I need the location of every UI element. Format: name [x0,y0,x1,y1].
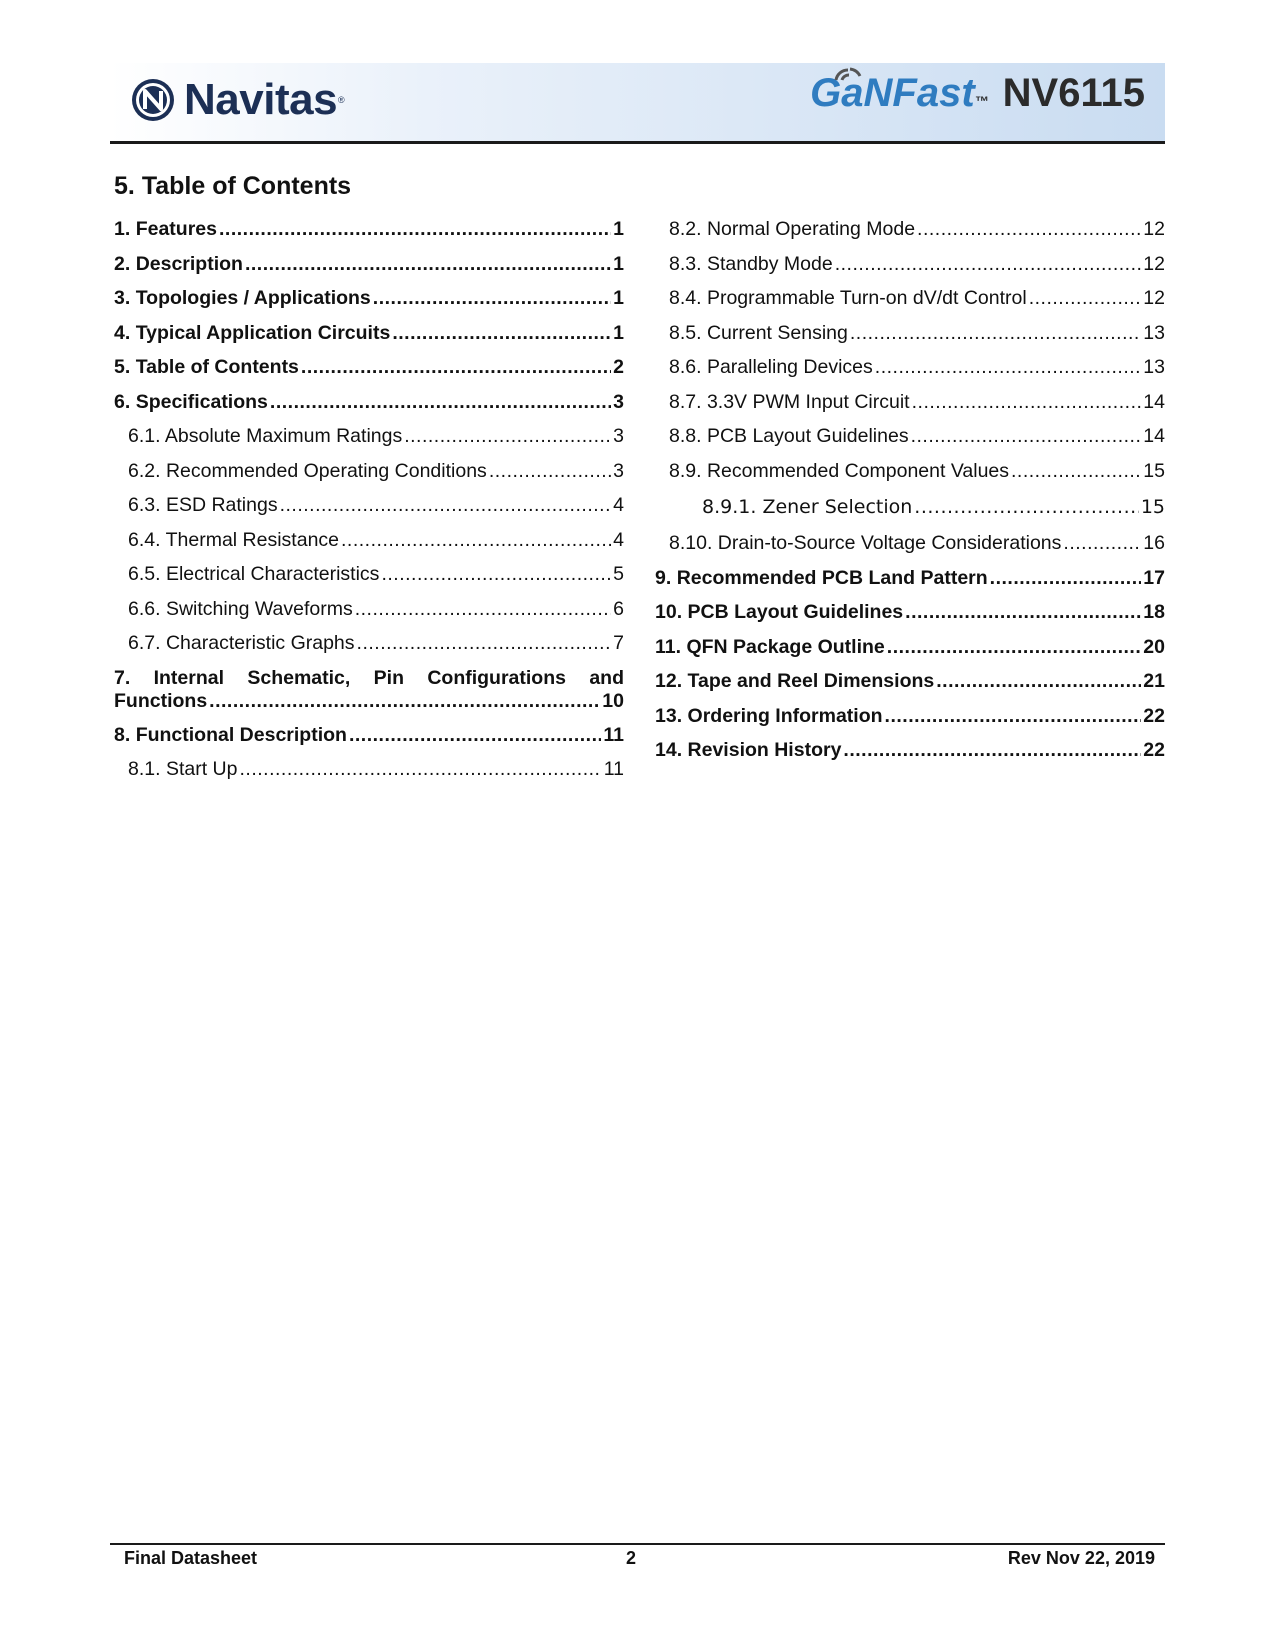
toc-entry-number: 6.4. [128,528,161,551]
toc-entry[interactable] [114,247,624,282]
toc-entry[interactable] [114,557,624,592]
toc-entry[interactable] [114,316,624,351]
toc-entry-number: 2. [114,252,131,275]
toc-entry-word: Schematic, [247,666,351,689]
toc-entry-page: 14 [1143,425,1165,447]
toc-entry-title: Description [135,252,243,275]
toc-entry-label [669,454,1009,489]
toc-entry-wrapped[interactable] [114,661,624,718]
toc-entry-label [655,664,934,699]
toc-entry-title: Programmable Turn-on dV/dt Control [706,287,1027,309]
toc-entry-title: Typical Application Circuits [135,321,391,344]
product-line-name [810,73,975,113]
toc-entry[interactable] [114,385,624,420]
toc-entry-title: Characteristic Graphs [165,632,355,654]
toc-entry-number: 8.2. [669,218,702,240]
toc-entry-number: 6.3. [128,494,161,516]
toc-entry[interactable] [114,523,624,558]
toc-leader-dots [990,561,1142,596]
toc-entry-title: Table of Contents [135,356,299,378]
toc-leader-dots [349,718,601,753]
toc-entry-label [655,699,883,734]
toc-entry-title: Normal Operating Mode [706,218,916,240]
toc-entry-label [669,385,910,420]
toc-entry-title: Recommended Operating Conditions [165,459,487,482]
toc-entry-page: 3 [613,425,624,447]
signal-arcs-icon [832,67,862,81]
toc-entry[interactable] [114,454,624,489]
toc-entry-label [114,385,268,420]
toc-entry-label [669,350,873,385]
toc-entry-title: Switching Waveforms [165,597,353,620]
toc-leader-dots [936,664,1141,699]
toc-heading [114,172,351,201]
toc-leader-dots [239,752,601,787]
toc-leader-dots [885,699,1142,734]
toc-leader-dots [917,212,1141,247]
navitas-logo [130,77,345,123]
footer-doc-status: Final Datasheet [124,1548,258,1568]
toc-entry[interactable] [114,718,624,753]
toc-leader-dots [392,316,611,351]
toc-entry-title: Start Up [165,758,238,780]
toc-entry[interactable] [655,281,1165,316]
toc-entry-page: 22 [1143,739,1165,761]
toc-entry-title: Ordering Information [687,704,883,727]
toc-leader-dots [209,690,600,713]
toc-right-column [655,212,1165,768]
toc-leader-dots [875,350,1142,385]
toc-entry-number: 9. [655,566,672,589]
toc-leader-dots [911,419,1142,454]
toc-entry-number: 4. [114,321,131,344]
toc-entry-word: and [589,666,624,689]
toc-entry[interactable] [655,630,1165,665]
toc-entry-word: Configurations [427,666,566,689]
toc-leader-dots [245,247,611,282]
brand-name: Navitas [184,75,338,124]
toc-entry-title: Thermal Resistance [165,528,340,551]
toc-entry-page: 15 [1143,459,1165,482]
navitas-n-circle-icon [130,77,176,123]
footer-rule [110,1543,1165,1545]
toc-entry-title: Functional Description [135,723,347,746]
toc-entry-number: 6.5. [128,563,161,585]
toc-entry-number: 8.8. [669,425,702,447]
toc-entry-number: 6.7. [128,632,161,654]
toc-entry-page: 11 [603,758,624,780]
toc-heading-number: 5. [114,172,135,200]
toc-leader-dots [843,733,1141,768]
toc-entry-title: Revision History [687,739,842,761]
toc-entry-page: 1 [613,252,624,275]
toc-entry-page: 15 [1140,496,1165,518]
toc-entry-label [702,488,912,526]
toc-entry-page: 6 [613,597,624,620]
toc-entry-number: 8.9.1. [702,496,757,518]
toc-entry[interactable] [114,752,624,787]
toc-entry-page: 22 [1143,704,1165,727]
toc-entry[interactable] [655,419,1165,454]
toc-entry-label [128,592,353,627]
toc-entry-number: 12. [655,670,683,692]
toc-entry-page: 7 [613,632,624,654]
toc-leader-dots [489,454,611,489]
toc-entry[interactable] [655,664,1165,699]
toc-entry-label [128,523,339,558]
toc-entry-number: 8.5. [669,321,702,344]
toc-entry-label [128,488,278,523]
toc-entry-label [669,316,848,351]
footer-revision: Rev Nov 22, 2019 [1007,1548,1155,1568]
toc-entry-label [669,281,1027,316]
toc-entry-label [114,281,371,316]
toc-entry-title: 3.3V PWM Input Circuit [706,390,910,413]
toc-leader-dots [219,212,611,247]
toc-leader-dots [341,523,611,558]
toc-entry[interactable] [655,595,1165,630]
toc-leader-dots [912,385,1142,420]
toc-entry-number: 8.3. [669,252,702,275]
toc-entry-label [114,212,217,247]
toc-entry-label [114,247,243,282]
toc-leader-dots [905,595,1141,630]
toc-entry-label: Functions [114,689,208,712]
toc-entry[interactable] [114,592,624,627]
toc-entry-page: 2 [613,356,624,378]
ganfast-logo [810,73,1145,113]
trademark-symbol: ™ [974,93,989,109]
toc-entry-page: 11 [603,723,624,746]
toc-entry-number: 11. [655,635,682,658]
toc-entry-wrapped-line1 [114,667,624,690]
toc-entry-label [655,561,988,596]
toc-entry-title: Absolute Maximum Ratings [164,425,403,447]
toc-entry-label [128,454,487,489]
toc-entry-title: Drain-to-Source Voltage Considerations [717,532,1062,554]
toc-entry-number: 7. [114,666,131,689]
toc-entry-page: 14 [1143,390,1165,413]
toc-entry-label [114,350,299,385]
toc-entry[interactable] [655,212,1165,247]
toc-entry[interactable] [655,561,1165,596]
toc-entry-label [655,595,903,630]
toc-entry-title: Zener Selection [762,496,913,518]
header-banner [110,63,1165,143]
toc-entry[interactable] [655,488,1165,526]
toc-entry-page: 12 [1143,252,1165,275]
toc-entry[interactable] [114,281,624,316]
toc-entry-page: 3 [613,459,624,482]
toc-entry[interactable] [114,350,624,385]
toc-entry-label [114,316,390,351]
toc-entry-number: 8.10. [669,532,713,554]
toc-entry[interactable] [114,626,624,661]
toc-leader-dots [1029,281,1142,316]
toc-entry-number: 8.6. [669,356,702,378]
toc-entry-word: Pin [373,666,404,689]
toc-entry[interactable] [114,488,624,523]
toc-entry-page: 4 [613,528,624,551]
toc-entry-page: 16 [1143,532,1165,554]
toc-entry[interactable] [655,385,1165,420]
toc-entry-label [669,526,1061,561]
toc-entry-title: Recommended Component Values [706,459,1010,482]
toc-entry-number: 6. [114,390,131,413]
part-number: NV6115 [1002,71,1145,115]
toc-entry-number: 1. [114,218,131,240]
toc-entry[interactable] [114,419,624,454]
toc-entry[interactable] [655,247,1165,282]
toc-leader-dots [280,488,612,523]
toc-leader-dots [355,592,611,627]
toc-entry-label [128,626,355,661]
toc-entry-page: 4 [613,494,624,516]
toc-entry[interactable] [114,212,624,247]
toc-leader-dots [301,350,611,385]
toc-leader-dots [381,557,611,592]
toc-entry-title: Electrical Characteristics [165,563,380,585]
toc-leader-dots [887,630,1142,665]
toc-entry-title: QFN Package Outline [686,635,885,658]
product-line-text: GaNFast [810,71,975,115]
toc-entry-label [128,752,237,787]
toc-entry-title: Current Sensing [706,321,848,344]
toc-entry-label [669,247,833,282]
toc-entry-number: 6.1. [128,425,161,447]
toc-entry-number: 8.4. [669,287,702,309]
brand-registered-mark: ® [338,95,345,105]
toc-entry-page: 5 [613,563,624,585]
toc-entry-label [128,419,402,454]
toc-entry[interactable] [655,350,1165,385]
toc-entry-wrapped-line2 [114,690,624,713]
footer-page-number: 2 [626,1548,637,1568]
toc-entry-page: 1 [613,321,624,344]
toc-leader-dots [404,419,611,454]
toc-entry-page: 1 [613,287,624,309]
toc-leader-dots [373,281,611,316]
toc-leader-dots [270,385,611,420]
toc-leader-dots [1011,454,1141,489]
toc-entry-label [655,733,841,768]
toc-entry-number: 8.7. [669,390,702,413]
toc-entry-number: 8. [114,723,131,746]
toc-entry[interactable] [655,316,1165,351]
toc-entry-title: Recommended PCB Land Pattern [676,566,988,589]
toc-entry-title: ESD Ratings [165,494,278,516]
toc-entry-label [655,630,885,665]
toc-entry-number: 8.1. [128,758,161,780]
toc-entry-word: Internal [153,666,225,689]
toc-entry-page: 17 [1143,566,1165,589]
toc-entry[interactable] [655,526,1165,561]
toc-heading-text: Table of Contents [141,172,352,200]
toc-leader-dots [1063,526,1141,561]
toc-leader-dots [850,316,1141,351]
toc-entry-number: 8.9. [669,459,702,482]
toc-leader-dots [835,247,1142,282]
toc-entry-label [669,212,915,247]
toc-entry-label [114,718,347,753]
toc-entry-page: 13 [1143,356,1165,378]
toc-entry-title: Paralleling Devices [706,356,873,378]
toc-entry[interactable] [655,454,1165,489]
toc-entry-number: 5. [114,356,131,378]
toc-entry-page: 12 [1143,218,1165,240]
toc-entry-title: Tape and Reel Dimensions [687,670,935,692]
toc-entry-page: 21 [1143,670,1165,692]
toc-entry-page: 20 [1143,635,1165,658]
toc-entry-title: Specifications [135,390,268,413]
toc-entry-label [128,557,379,592]
toc-entry-title: Features [135,218,217,240]
toc-entry-number: 6.2. [128,459,161,482]
toc-entry[interactable] [655,733,1165,768]
toc-entry-title: PCB Layout Guidelines [687,601,904,623]
toc-entry-page: 12 [1143,287,1165,309]
toc-left-column [114,212,624,787]
toc-entry[interactable] [655,699,1165,734]
toc-entry-page: 13 [1143,321,1165,344]
toc-entry-page: 3 [613,390,624,413]
toc-entry-page: 18 [1143,601,1165,623]
toc-entry-number: 13. [655,704,683,727]
toc-entry-page: 1 [613,218,624,240]
toc-entry-title: Topologies / Applications [135,287,371,309]
toc-entry-number: 14. [655,739,683,761]
toc-entry-number: 3. [114,287,131,309]
toc-entry-page: 10 [602,689,624,712]
toc-entry-title: PCB Layout Guidelines [706,425,909,447]
toc-entry-number: 6.6. [128,597,161,620]
toc-entry-number: 10. [655,601,683,623]
toc-entry-title: Standby Mode [706,252,833,275]
toc-leader-dots [914,488,1139,526]
toc-entry-label [669,419,909,454]
header-rule [110,143,1165,144]
toc-leader-dots [357,626,612,661]
